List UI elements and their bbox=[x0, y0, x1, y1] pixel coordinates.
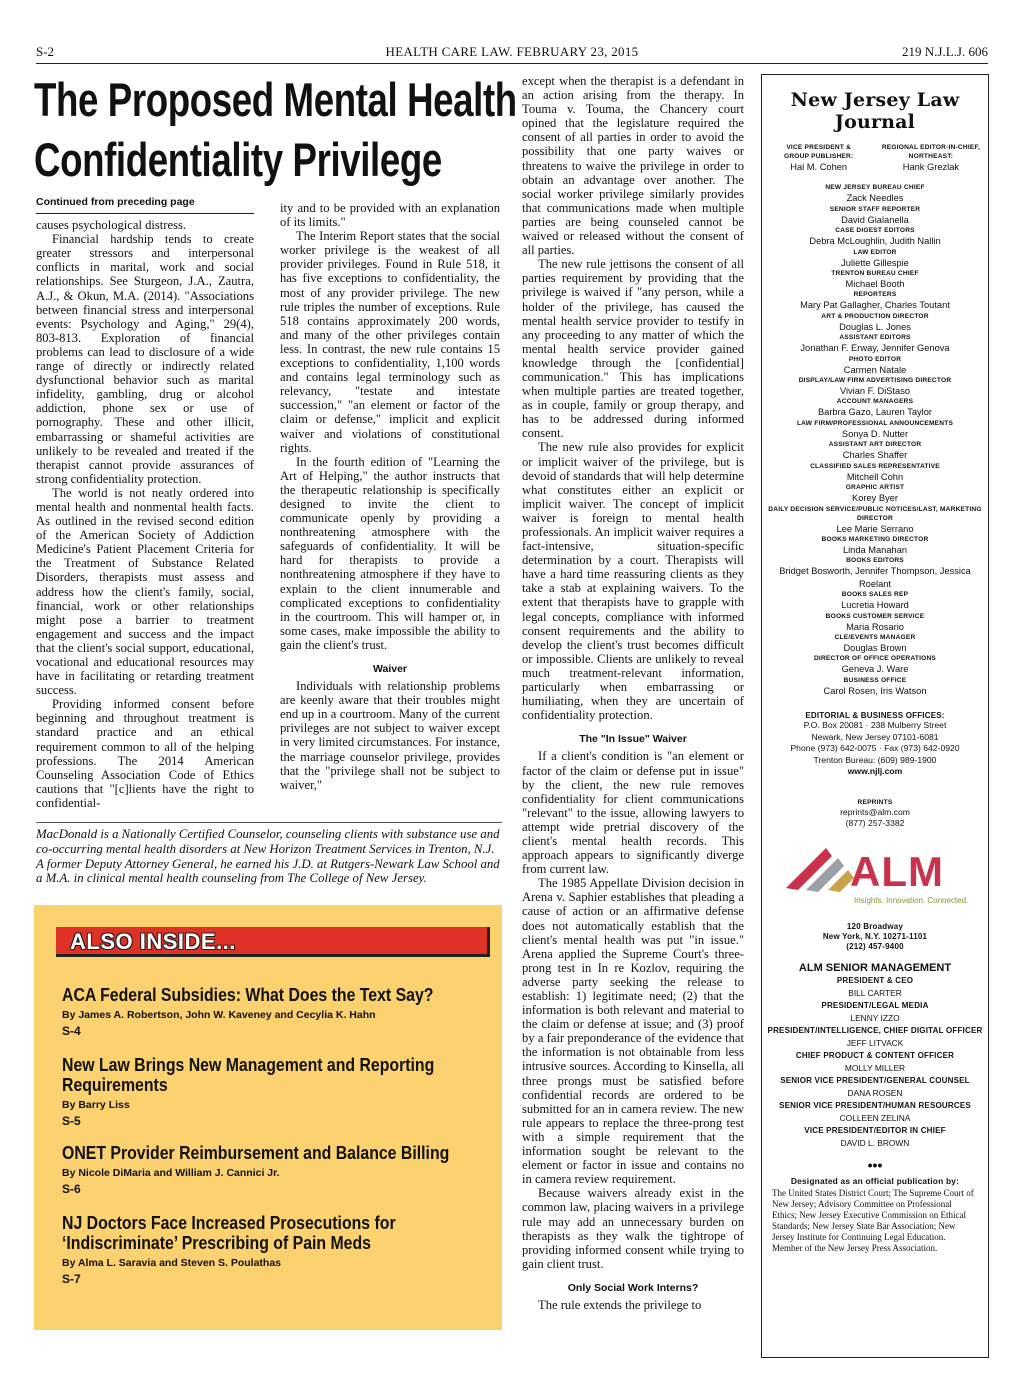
mgmt-label: SENIOR VICE PRESIDENT/HUMAN RESOURCES bbox=[779, 1100, 971, 1110]
staff-name: Carmen Natale bbox=[843, 364, 907, 375]
staff-label: DIRECTOR OF OFFICE OPERATIONS bbox=[813, 655, 937, 663]
staff-entry bbox=[762, 556, 988, 590]
also-inside-box bbox=[34, 905, 502, 1330]
staff-label: DISPLAY/LAW FIRM ADVERTISING DIRECTOR bbox=[798, 377, 952, 385]
management-list bbox=[762, 974, 988, 1149]
mgmt-label: SENIOR VICE PRESIDENT/GENERAL COUNSEL bbox=[780, 1075, 970, 1085]
staff-name: Lucretia Howard bbox=[841, 600, 909, 611]
item-title[interactable]: ONET Provider Reimbursement and Balance Billing bbox=[62, 1143, 450, 1163]
staff-entry bbox=[762, 397, 988, 418]
staff-label: VICE PRESIDENT & bbox=[786, 144, 852, 151]
staff-entry bbox=[762, 312, 988, 333]
staff-label: DAILY DECISION SERVICE/PUBLIC NOTICES/LAST, MARKETING DIRECTOR bbox=[768, 505, 982, 522]
reprints-phone: (877) 257-3382 bbox=[845, 818, 905, 829]
running-head bbox=[36, 44, 988, 64]
alm-logo bbox=[762, 844, 988, 914]
paragraph: except when the therapist is a defendant in an action arising from the therapy. In Touma v. Touma, the Chancery court opined that the legislature required the consent of all parties in order to avoid the possibility that one party waives or threatens to waive the privilege in order to obtain an advantage over another. The social worker privilege similarly provides that communications made when multiple parties are being counseled cannot be waived or released without the consent of all parties. bbox=[522, 74, 744, 258]
article-column-2 bbox=[280, 201, 500, 792]
mgmt-name: COLLEEN ZELINA bbox=[839, 1112, 911, 1123]
paragraph: If a client's condition is "an element or factor of the claim or defense put in issue" by the client, the new rule removes confidentiality for client communications "relevant" to the issue, allowing lawyers to attempt wide pretrial discovery of the client's mental health records. This approach appears to significantly diverge from current law. bbox=[522, 749, 744, 877]
office-line: P.O. Box 20081 · 238 Mulberry Street bbox=[803, 720, 947, 731]
staff-label: GRAPHIC ARTIST bbox=[845, 484, 905, 492]
staff-label: ASSISTANT EDITORS bbox=[839, 334, 911, 342]
article-headline bbox=[34, 70, 517, 190]
staff-entry bbox=[762, 676, 988, 697]
alm-wordmark: ALM bbox=[850, 847, 944, 895]
mgmt-entry bbox=[762, 999, 988, 1024]
mgmt-label: PRESIDENT/LEGAL MEDIA bbox=[821, 1000, 929, 1010]
staff-label: BOOKS CUSTOMER SERVICE bbox=[825, 612, 925, 620]
paragraph: The 1985 Appellate Division decision in Arena v. Saphier establishes that pleading a cause of action or an affirmative defense does not automatically establish that the client's mental health was put "in issue." Arena applied the Supreme Court's three-prong test in In re Kozlov, requiring the adverse party seeking the release to establish: 1) legitimate need; (2) that the information is both relevant and material to the claim or defense at issue; and (3) proof by a fair preponderance of the evidence that the information is not obtainable from less intrusive sources. According to Kinsella, all three prongs must be satisfied before confidential records are ordered to be submitted for an in camera review. The new rule appears to replace the three-prong test with a simple requirement that the information sought be relevant to the element or factor in issue and contains no in camera review requirement. bbox=[522, 876, 744, 1187]
staff-name: Mitchell Cohn bbox=[846, 471, 904, 482]
address-line: 120 Broadway bbox=[846, 921, 904, 931]
item-title[interactable]: New Law Brings New Management and Reporting Requirements bbox=[62, 1055, 435, 1095]
item-page: S-4 bbox=[62, 1024, 81, 1038]
paragraph: The Interim Report states that the social worker privilege is the weakest of all provider privileges. Found in Rule 518, it has five exceptions to confidentiality, the most of any provider privilege. The new rule triples the number of exceptions. Rule 518 contains approximately 200 words, and many of the other privileges contain less. In contrast, the new rule contains 15 exceptions to confidentiality, 1,100 words and contains legal terminology such as relevancy, "testate and intestate succession," "an element or factor of the claim or defense," implicit and explicit waiver and violations of constitutional rights. bbox=[280, 229, 500, 455]
item-title[interactable]: NJ Doctors Face Increased Prosecutions for ‘Indiscriminate’ Prescribing of Pain Meds bbox=[62, 1213, 396, 1253]
also-inside-item[interactable] bbox=[62, 985, 482, 1038]
staff-label: NEW JERSEY BUREAU CHIEF bbox=[825, 184, 925, 192]
staff-label: CLASSIFIED SALES REPRESENTATIVE bbox=[810, 462, 940, 470]
also-inside-title: ALSO INSIDE... bbox=[70, 929, 236, 954]
newspaper-masthead: New Jersey Law Journal bbox=[790, 89, 960, 133]
office-line: Phone (973) 642-0075 · Fax (973) 642-0920 bbox=[790, 743, 960, 754]
staff-name: Korey Byer bbox=[852, 493, 898, 504]
staff-label: GROUP PUBLISHER: bbox=[784, 153, 854, 160]
mgmt-label: VICE PRESIDENT/EDITOR IN CHIEF bbox=[804, 1125, 946, 1135]
regional-editor bbox=[882, 143, 980, 173]
mgmt-name: BILL CARTER bbox=[848, 987, 902, 998]
reprints-email[interactable]: reprints@alm.com bbox=[840, 806, 910, 817]
staff-label: NORTHEAST: bbox=[908, 153, 954, 160]
mgmt-entry bbox=[762, 1099, 988, 1124]
staff-label: SENIOR STAFF REPORTER bbox=[829, 205, 921, 213]
offices-block bbox=[762, 711, 988, 778]
alm-address bbox=[762, 922, 988, 952]
paragraph: The new rule also provides for explicit or implicit waiver of the privilege, but is devoid of standards that will help determine what constitutes either an explicit or implicit waiver. The concept of implicit waiver is foreign to mental health professionals. An implicit waiver requires a fact-intensive, situation-specific determination by a court. Therapists will have a hard time reassuring clients as they take a stab at explaining waivers. To the extent that therapists have to grapple with legal concepts, compliance with informed consent requirements and the ability to develop the client's trust becomes difficult or impossible. Clients are unlikely to reveal much treatment-relevant information, particularly when embarrassing or humiliating, when they are uncertain of confidentiality protection. bbox=[522, 440, 744, 723]
mgmt-name: LENNY IZZO bbox=[850, 1012, 900, 1023]
office-line: Trenton Bureau: (609) 989-1900 bbox=[813, 754, 937, 765]
paragraph: ity and to be provided with an explanation of its limits." bbox=[280, 201, 500, 230]
staff-name: Barbra Gazo, Lauren Taylor bbox=[817, 407, 933, 418]
paragraph: The new rule jettisons the consent of all parties requirement by providing that the privilege is waived if "any person, while a holder of the privilege, has caused the mental health service provider to testify in any proceeding to any matter of which the mental health service provider gained knowledge through the [confidential] communication." This has implications when multiple parties are treated together, as in couple, family or group therapy, and has to be addressed during informed consent. bbox=[522, 257, 744, 441]
staff-label: PHOTO EDITOR bbox=[848, 355, 902, 363]
headline-line-1: The Proposed Mental Health bbox=[34, 73, 517, 126]
staff-name: Geneva J. Ware bbox=[841, 664, 909, 675]
publisher-pair bbox=[762, 143, 988, 173]
item-authors: By Alma L. Saravia and Steven S. Poulathas bbox=[62, 1257, 282, 1269]
staff-label: ART & PRODUCTION DIRECTOR bbox=[821, 312, 929, 320]
staff-label: ASSISTANT ART DIRECTOR bbox=[828, 441, 922, 449]
staff-name: Vivian F. DiStaso bbox=[839, 386, 911, 397]
mgmt-name: JEFF LITVACK bbox=[846, 1037, 904, 1048]
item-page: S-6 bbox=[62, 1182, 81, 1196]
staff-label: CLE/EVENTS MANAGER bbox=[834, 633, 916, 641]
staff-label: TRENTON BUREAU CHIEF bbox=[831, 270, 919, 278]
staff-entry bbox=[762, 226, 988, 247]
mgmt-entry bbox=[762, 974, 988, 999]
section-date: HEALTH CARE LAW. FEBRUARY 23, 2015 bbox=[385, 44, 639, 59]
staff-name: Zack Needles bbox=[846, 193, 904, 204]
mgmt-entry bbox=[762, 1024, 988, 1049]
reprints-block bbox=[762, 798, 988, 830]
paragraph: Providing informed consent before beginning and throughout treatment is standard practice and an ethical requirement common to all of the helping professions. The 2014 American Counseling Association Code of Ethics cautions that "[c]lients have the right to confidential- bbox=[36, 697, 254, 810]
staff-entry bbox=[762, 612, 988, 633]
staff-name: Bridget Bosworth, Jennifer Thompson, Jessica Roelant bbox=[779, 566, 971, 589]
paragraph: Because waivers already exist in the common law, placing waivers in a privilege rule may add an unnecessary burden on therapists as they walk the tightrope of providing informed consent while trying to gain client trust. bbox=[522, 1186, 744, 1271]
staff-name: Hank Grezlak bbox=[902, 162, 960, 172]
staff-name: Michael Booth bbox=[845, 279, 905, 290]
author-bio: MacDonald is a Nationally Certified Counselor, counseling clients with substance use and co-occurring mental health disorders at New Horizon Treatment Services in Trenton, N.J. A former Deputy Attorney General, he earned his J.D. at Rutgers-Newark Law School and a M.A. in clinical mental health counseling from The College of New Jersey. bbox=[36, 822, 502, 886]
also-inside-item[interactable] bbox=[62, 1055, 482, 1128]
staff-name: Maria Rosario bbox=[846, 621, 904, 632]
staff-name: Debra McLoughlin, Judith Nallin bbox=[809, 236, 941, 247]
reprints-label: REPRINTS bbox=[857, 798, 893, 806]
staff-entry bbox=[762, 419, 988, 440]
mgmt-label: CHIEF PRODUCT & CONTENT OFFICER bbox=[795, 1050, 955, 1060]
paragraph: The world is not neatly ordered into mental health and nonmental health facts. As outlined in the revised second edition of the American Society of Addiction Medicine's Patient Placement Criteria for the Treatment of Substance Related Disorders, therapists must assess and address how the client's family, social, financial, work or other relationships might pose a barrier to treatment engagement and success and the impact that the client's social support, educational, vocational and educational resources may have in facilitating or retarding treatment success. bbox=[36, 485, 254, 698]
offices-label: EDITORIAL & BUSINESS OFFICES: bbox=[805, 711, 945, 721]
headline-line-2: Confidentiality Privilege bbox=[34, 133, 442, 186]
staff-name: Jonathan F. Erway, Jennifer Genova bbox=[800, 343, 950, 354]
citation: 219 N.J.L.J. 606 bbox=[902, 44, 988, 59]
staff-label: REPORTERS bbox=[853, 291, 897, 299]
staff-entry bbox=[762, 440, 988, 461]
publisher bbox=[784, 143, 853, 173]
mgmt-name: MOLLY MILLER bbox=[844, 1062, 906, 1073]
staff-label: BOOKS EDITORS bbox=[846, 557, 904, 565]
item-page: S-7 bbox=[62, 1272, 81, 1286]
also-inside-item[interactable] bbox=[62, 1213, 482, 1286]
staff-label: CASE DIGEST EDITORS bbox=[835, 227, 915, 235]
staff-entry bbox=[762, 355, 988, 376]
staff-name: Lee Marie Serrano bbox=[836, 523, 914, 534]
article-column-1 bbox=[36, 195, 254, 810]
staff-list bbox=[762, 183, 988, 697]
staff-name: Mary Pat Gallagher, Charles Toutant bbox=[800, 300, 950, 311]
staff-entry bbox=[762, 376, 988, 397]
mgmt-entry bbox=[762, 1074, 988, 1099]
mgmt-entry bbox=[762, 1124, 988, 1149]
staff-entry bbox=[762, 333, 988, 354]
staff-entry bbox=[762, 205, 988, 226]
staff-label: BOOKS MARKETING DIRECTOR bbox=[821, 535, 929, 543]
staff-label: LAW EDITOR bbox=[853, 248, 897, 256]
mgmt-title: ALM SENIOR MANAGEMENT bbox=[798, 961, 952, 974]
paragraph: Financial hardship tends to create greater stressors and interpersonal conflicts in marital, work and social relationships. See Sturgeon, J.A., Zautra, A.J., & Okun, M.A. (2014). "Associations between financial stress and interpersonal events: Psychology and Aging," 29(4), 803-813. Exploration of financial problems can lead to disclosure of a wide range of directly or indirectly related dysfunctional behavior such as marital infidelity, gambling, drug or alcohol addiction, phone sex or use of pornography. These and other illicit, embarrassing or shameful activities are unlikely to be revealed and treated if the therapist cannot provide assurances of strong confidentiality protection. bbox=[36, 232, 254, 486]
continued-label: Continued from preceding page bbox=[36, 195, 254, 214]
staff-name: Juliette Gillespie bbox=[841, 257, 909, 268]
paragraph: In the fourth edition of "Learning the Art of Helping," the author instructs that the therapeutic relationship is specifically designed to invite the client to communicate openly by providing a nonthreatening atmosphere with the safeguards of confidentiality. It will be hard for therapists to provide a nonthreatening atmosphere if they have to explain to the client innumerable and complicated exceptions to confidentiality in the courtroom. This will hamper or, in some cases, make impossible the ability to gain the client's trust. bbox=[280, 454, 500, 652]
staff-label: BOOKS SALES REP bbox=[841, 591, 909, 599]
address-line: (212) 457-9400 bbox=[846, 941, 904, 951]
staff-entry bbox=[762, 483, 988, 504]
subhead-waiver: Waiver bbox=[372, 663, 408, 675]
masthead-sidebar bbox=[761, 74, 989, 1358]
subhead-social-work-interns: Only Social Work Interns? bbox=[567, 1281, 699, 1294]
staff-name: Charles Shaffer bbox=[842, 450, 908, 461]
item-authors: By Barry Liss bbox=[62, 1099, 130, 1111]
mgmt-entry bbox=[762, 1049, 988, 1074]
staff-entry bbox=[762, 590, 988, 611]
item-authors: By James A. Robertson, John W. Kaveney and Cecylia K. Hahn bbox=[62, 1009, 376, 1021]
designated-text: The United States District Court; The Supreme Court of New Jersey; Advisory Committee on Professional Ethics; New Jersey Executive Commission on Ethical Standards; New Jersey State Bar Association; New Jersey Institute for Continuing Legal Education. Member of the New Jersey Press Association. bbox=[772, 1187, 974, 1253]
staff-name: Douglas L. Jones bbox=[839, 321, 911, 332]
staff-entry bbox=[762, 535, 988, 556]
mgmt-name: DAVID L. BROWN bbox=[840, 1137, 910, 1148]
item-authors: By Nicole DiMaria and William J. Cannici Jr. bbox=[62, 1167, 280, 1179]
item-page: S-5 bbox=[62, 1114, 81, 1128]
paragraph: The rule extends the privilege to bbox=[538, 1297, 702, 1312]
item-title[interactable]: ACA Federal Subsidies: What Does the Text Say? bbox=[62, 985, 434, 1005]
office-line: Newark, New Jersey 07101-6081 bbox=[811, 731, 939, 742]
mgmt-label: PRESIDENT & CEO bbox=[836, 975, 914, 985]
staff-name: Douglas Brown bbox=[843, 642, 907, 653]
staff-entry bbox=[762, 290, 988, 311]
website-link[interactable]: www.njlj.com bbox=[847, 766, 903, 777]
staff-entry bbox=[762, 248, 988, 269]
also-inside-item[interactable] bbox=[62, 1143, 482, 1196]
designated-label: Designated as an official publication by: bbox=[790, 1175, 960, 1186]
article-column-3 bbox=[522, 74, 744, 1312]
mgmt-label: PRESIDENT/INTELLIGENCE, CHIEF DIGITAL OFFICER bbox=[767, 1025, 983, 1035]
staff-label: LAW FIRM/PROFESSIONAL ANNOUNCEMENTS bbox=[796, 419, 954, 427]
staff-name: Carol Rosen, Iris Watson bbox=[823, 685, 927, 696]
staff-label: BUSINESS OFFICE bbox=[843, 676, 907, 684]
page-number: S-2 bbox=[36, 44, 55, 59]
staff-entry bbox=[762, 654, 988, 675]
separator-dots: ••• bbox=[867, 1156, 883, 1173]
staff-name: Hal M. Cohen bbox=[790, 162, 848, 172]
staff-name: Sonya D. Nutter bbox=[841, 428, 909, 439]
staff-entry bbox=[762, 462, 988, 483]
also-inside-banner bbox=[56, 927, 490, 957]
mgmt-name: DANA ROSEN bbox=[847, 1087, 903, 1098]
staff-entry bbox=[762, 633, 988, 654]
staff-label: REGIONAL EDITOR-IN-CHIEF, bbox=[881, 144, 980, 151]
staff-label: ACCOUNT MANAGERS bbox=[836, 398, 914, 406]
paragraph: causes psychological distress. bbox=[36, 218, 187, 233]
staff-entry bbox=[762, 269, 988, 290]
address-line: New York, N.Y. 10271-1101 bbox=[822, 931, 928, 941]
staff-entry bbox=[762, 183, 988, 204]
staff-name: David Gialanella bbox=[841, 214, 909, 225]
staff-entry bbox=[762, 505, 988, 535]
alm-tagline: Insights. Innovation. Connected. bbox=[854, 895, 969, 905]
paragraph: Individuals with relationship problems are keenly aware that their troubles might end up in a courtroom. Many of the current privileges are not subject to waiver except in very limited circumstances. For instance, the marriage counselor privilege, provides that the "privilege shall not be subject to waiver," bbox=[280, 679, 500, 792]
subhead-in-issue-waiver: The "In Issue" Waiver bbox=[579, 733, 687, 746]
staff-name: Linda Manahan bbox=[842, 544, 908, 555]
